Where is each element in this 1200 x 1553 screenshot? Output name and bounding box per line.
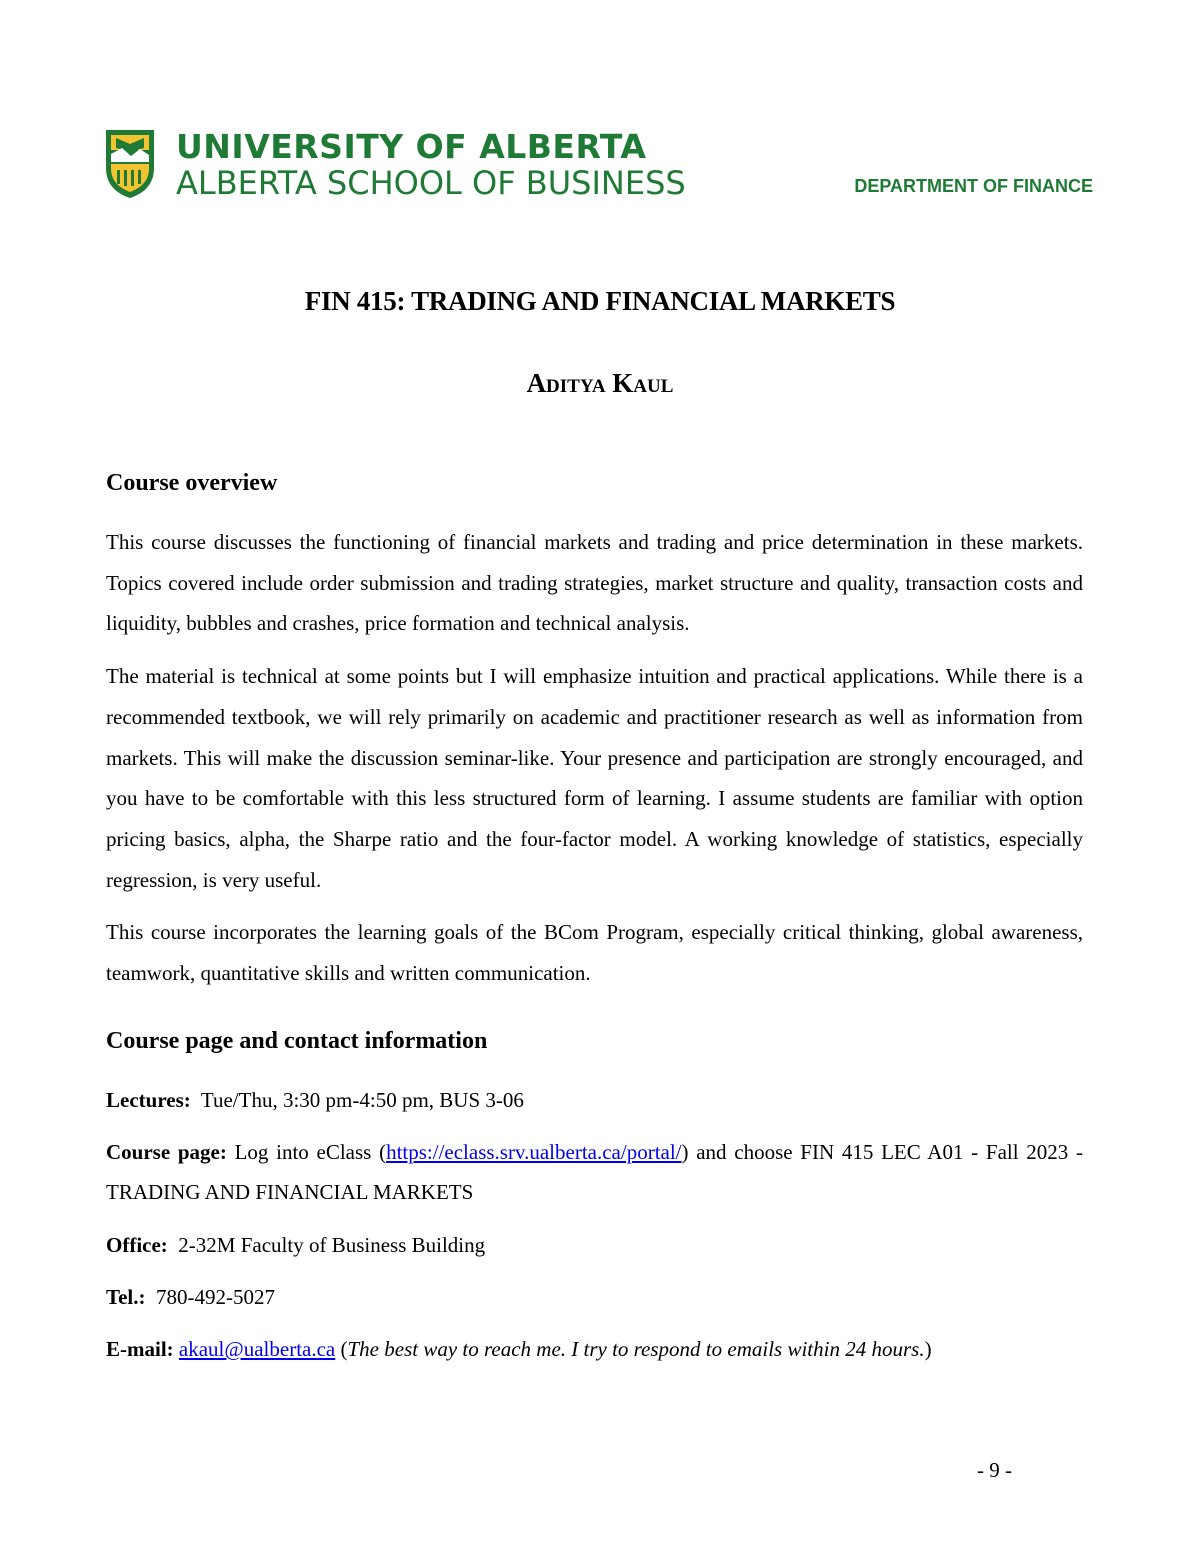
overview-paragraph-3: This course incorporates the learning goals of the BCom Program, especially critical thinking, global awareness, teamwork, quantitative skills and written communication.: [106, 920, 1083, 986]
overview-heading: Course overview: [106, 470, 278, 496]
university-logo: [104, 124, 686, 204]
university-crest-icon: [104, 128, 156, 200]
page-number: - 9 -: [977, 1458, 1012, 1482]
tel-label: Tel.:: [106, 1285, 146, 1310]
email-link[interactable]: akaul@ualberta.ca: [178, 1337, 336, 1362]
tel-value: 780-492-5027: [155, 1285, 275, 1310]
tel-line: [106, 1277, 1083, 1317]
lectures-value: Tue/Thu, 3:30 pm-4:50 pm, BUS 3-06: [200, 1087, 524, 1112]
syllabus-body: [106, 466, 1083, 1369]
school-name: ALBERTA SCHOOL OF BUSINESS: [176, 164, 686, 202]
email-note-open: (: [340, 1337, 348, 1362]
office-value: 2-32M Faculty of Business Building: [178, 1233, 486, 1258]
instructor-name: Aditya Kaul: [526, 368, 674, 398]
university-name: UNIVERSITY OF ALBERTA: [176, 127, 647, 166]
course-page-post: ) and choose FIN 415 LEC A01 - Fall 2023 - TRADING AND FINANCIAL MARKETS: [106, 1139, 1083, 1205]
lectures-label: Lectures:: [106, 1087, 191, 1112]
course-title: FIN 415: TRADING AND FINANCIAL MARKETS: [304, 286, 896, 316]
eclass-link[interactable]: https://eclass.srv.ualberta.ca/portal/: [386, 1139, 682, 1164]
email-line: [106, 1329, 1083, 1369]
course-page-label: Course page:: [106, 1139, 227, 1164]
contact-heading: Course page and contact information: [106, 1027, 488, 1054]
office-line: [106, 1225, 1083, 1265]
course-page-line: [106, 1132, 1083, 1213]
lectures-line: [106, 1080, 1083, 1120]
course-page-pre: Log into eClass (: [234, 1139, 387, 1164]
department-name: DEPARTMENT OF FINANCE: [854, 176, 1093, 196]
email-label: E-mail:: [106, 1337, 174, 1362]
email-note-close: ): [924, 1337, 932, 1362]
overview-paragraph-1: This course discusses the functioning of financial markets and trading and price determination in these markets. Topics covered include order submission and trading strategies, market structure and quality, transaction costs and liquidity, bubbles and crashes, price formation and technical analysis.: [106, 530, 1083, 636]
office-label: Office:: [106, 1233, 168, 1258]
email-note: The best way to reach me. I try to respond to emails within 24 hours.: [347, 1337, 925, 1362]
overview-paragraph-2: The material is technical at some points but I will emphasize intuition and practical applications. While there is a recommended textbook, we will rely primarily on academic and practitioner research as well as information from markets. This will make the discussion seminar-like. Your presence and participation are strongly encouraged, and you have to be comfortable with this less structured form of learning. I assume students are familiar with option pricing basics, alpha, the Sharpe ratio and the four-factor model. A working knowledge of statistics, especially regression, is very useful.: [106, 664, 1083, 892]
